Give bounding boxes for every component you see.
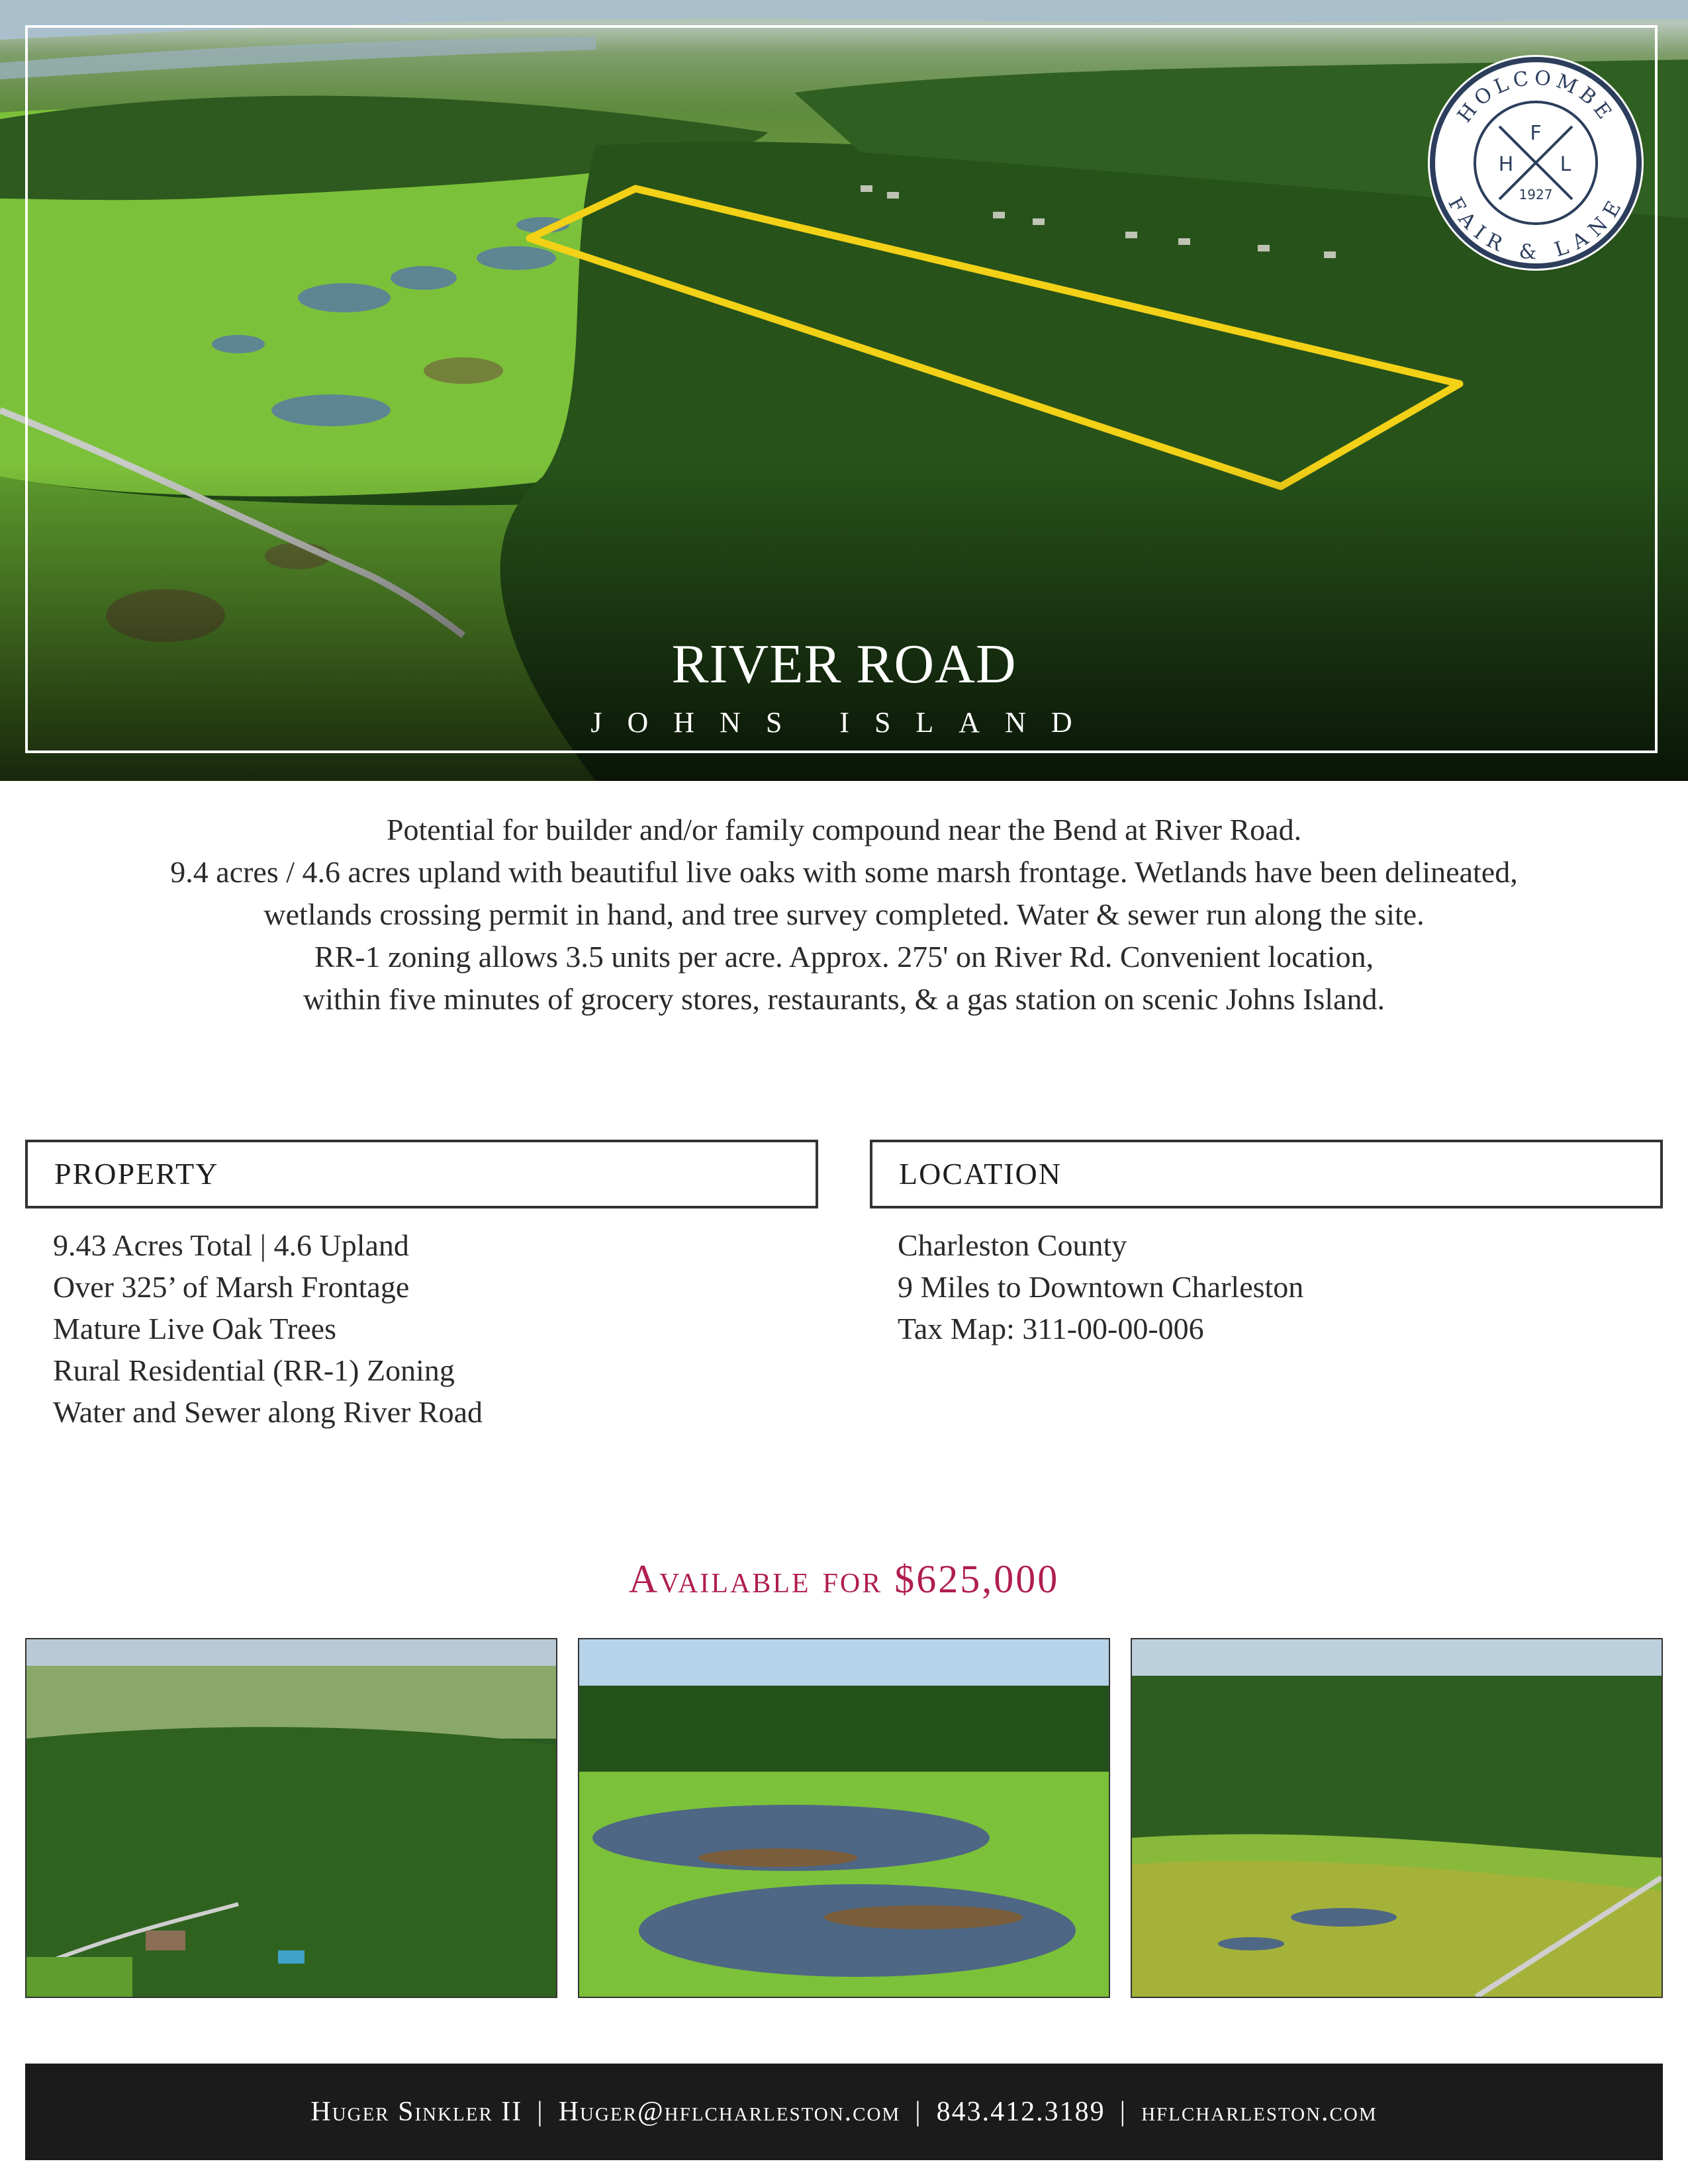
- property-item: 9.43 Acres Total | 4.6 Upland: [53, 1228, 409, 1262]
- agent-name: Huger Sinkler II: [310, 2097, 523, 2127]
- photo-aerial-neighborhood: [25, 1638, 557, 1998]
- contact-footer: [25, 2064, 1663, 2160]
- property-item: Rural Residential (RR-1) Zoning: [53, 1353, 455, 1387]
- property-item: Over 325’ of Marsh Frontage: [53, 1270, 410, 1304]
- logo-letter-l: L: [1560, 153, 1571, 176]
- description-line: Potential for builder and/or family compound near the Bend at River Road.: [386, 813, 1302, 846]
- logo-letter-h: H: [1498, 153, 1514, 176]
- agent-email-link[interactable]: Huger@hflcharleston.com: [558, 2097, 901, 2127]
- description-line: 9.4 acres / 4.6 acres upland with beautiful live oaks with some marsh frontage. Wetlands have been delineated,: [170, 855, 1518, 889]
- svg-text:FAIR & LANE: [1443, 193, 1628, 264]
- price-label: Available for $625,000: [628, 1557, 1060, 1601]
- property-heading: PROPERTY: [25, 1140, 818, 1208]
- location-item: Tax Map: 311-00-00-006: [898, 1312, 1204, 1345]
- website-link[interactable]: hflcharleston.com: [1141, 2097, 1378, 2127]
- location-heading: LOCATION: [870, 1140, 1663, 1208]
- location-item: 9 Miles to Downtown Charleston: [898, 1270, 1304, 1304]
- photo-marsh-overview: [1131, 1638, 1663, 1998]
- logo-top-arc: HOLCOMBE: [1452, 66, 1619, 128]
- photo-marsh-ponds: [578, 1638, 1110, 1998]
- description-line: RR-1 zoning allows 3.5 units per acre. Approx. 275' on River Rd. Convenient location,: [314, 940, 1374, 974]
- description-line: wetlands crossing permit in hand, and tree survey completed. Water & sewer run along the site.: [263, 897, 1425, 931]
- footer-separator: |: [915, 2097, 922, 2127]
- logo-letter-f: F: [1530, 122, 1542, 145]
- holcombe-fair-lane-logo: [1428, 55, 1644, 271]
- logo-bottom-arc: FAIR & LANE: [1443, 193, 1628, 265]
- location-list: [898, 1224, 1303, 1349]
- agent-phone-link[interactable]: 843.412.3189: [936, 2097, 1105, 2127]
- footer-separator: |: [537, 2097, 544, 2127]
- description-line: within five minutes of grocery stores, restaurants, & a gas station on scenic Johns Island.: [303, 982, 1385, 1016]
- property-list: [53, 1224, 483, 1433]
- hero-subtitle: JOHNS ISLAND: [590, 706, 1098, 739]
- hero-title: RIVER ROAD: [671, 633, 1017, 695]
- footer-separator: |: [1119, 2097, 1127, 2127]
- logo-year: 1927: [1519, 187, 1553, 203]
- property-item: Mature Live Oak Trees: [53, 1312, 336, 1345]
- property-description: [40, 809, 1648, 1021]
- property-item: Water and Sewer along River Road: [53, 1395, 483, 1429]
- location-item: Charleston County: [898, 1228, 1127, 1262]
